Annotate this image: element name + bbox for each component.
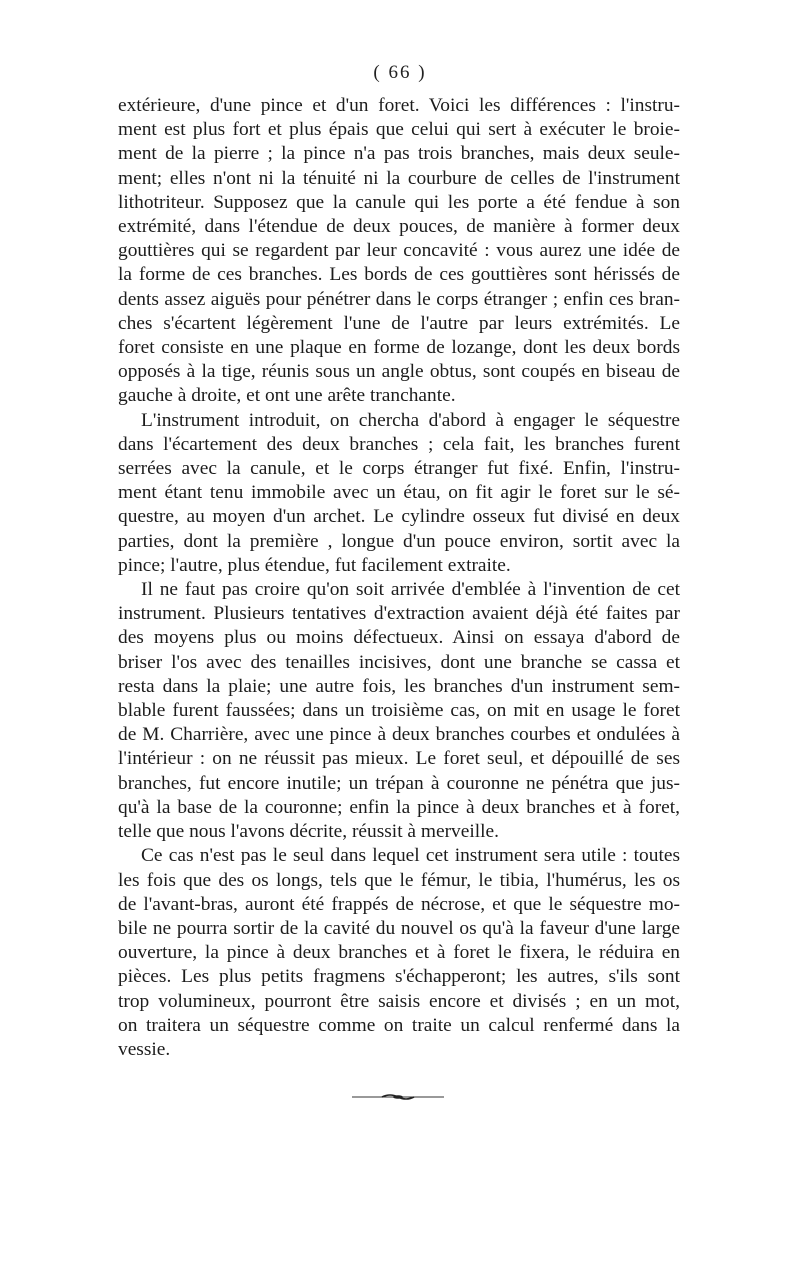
text-line: de l'avant-bras, auront été frappés de nécrose, et que le séquestre mo- xyxy=(118,893,680,915)
text-line: gouttières qui se regardent par leur concavité : vous aurez une idée de xyxy=(118,240,680,262)
text-line: foret consiste en une plaque en forme de lozange, dont les deux bords xyxy=(118,337,680,359)
text-line: serrées avec la canule, et le corps étranger fut fixé. Enfin, l'instru- xyxy=(118,458,680,480)
text-line: telle que nous l'avons décrite, réussit à merveille. xyxy=(118,821,499,843)
text-line: lithotriteur. Supposez que la canule qui les porte a été fendue à son xyxy=(118,191,680,213)
text-line: de M. Charrière, avec une pince à deux branches courbes et ondulées à xyxy=(118,724,680,746)
text-line: bile ne pourra sortir de la cavité du nouvel os qu'à la faveur d'une large xyxy=(118,917,680,939)
text-line: opposés à la tige, réunis sous un angle obtus, sont coupés en biseau de xyxy=(118,361,680,383)
text-line: ment de la pierre ; la pince n'a pas trois branches, mais deux seule- xyxy=(118,143,680,165)
text-line: pince; l'autre, plus étendue, fut facilement extraite. xyxy=(118,554,511,576)
text-line: pièces. Les plus petits fragmens s'échapperont; les autres, s'ils sont xyxy=(118,966,680,988)
text-line: la forme de ces branches. Les bords de ces gouttières sont hérissés de xyxy=(118,264,680,286)
text-line: des moyens plus ou moins défectueux. Ainsi on essaya d'abord de xyxy=(118,627,680,649)
text-line: Il ne faut pas croire qu'on soit arrivée d'emblée à l'invention de cet xyxy=(141,579,680,601)
paragraph xyxy=(118,578,680,844)
text-line: briser l'os avec des tenailles incisives, dont une branche se cassa et xyxy=(118,651,680,673)
text-line: instrument. Plusieurs tentatives d'extraction avaient déjà été faites par xyxy=(118,603,680,625)
text-line: dents assez aiguës pour pénétrer dans le corps étranger ; enfin ces bran- xyxy=(118,288,680,310)
text-line: branches, fut encore inutile; un trépan à couronne ne pénétra que jus- xyxy=(118,772,680,794)
end-ornament xyxy=(352,1093,444,1101)
text-line: blable furent faussées; dans un troisième cas, on mit en usage le foret xyxy=(118,700,680,722)
text-line: qu'à la base de la couronne; enfin la pince à deux branches et à foret, xyxy=(118,796,680,818)
paragraph xyxy=(118,94,680,409)
text-line: ment est plus fort et plus épais que celui qui sert à exécuter le broie- xyxy=(118,119,680,141)
text-line: Ce cas n'est pas le seul dans lequel cet instrument sera utile : toutes xyxy=(141,845,680,867)
text-line: extrémité, dans l'étendue de deux pouces, de manière à former deux xyxy=(118,216,680,238)
text-line: resta dans la plaie; une autre fois, les branches d'un instrument sem- xyxy=(118,675,680,697)
text-line: vessie. xyxy=(118,1038,171,1060)
text-line: L'instrument introduit, on chercha d'abord à engager le séquestre xyxy=(141,409,680,431)
text-line: dans l'écartement des deux branches ; cela fait, les branches furent xyxy=(118,433,680,455)
text-line: ment étant tenu immobile avec un étau, on fit agir le foret sur le sé- xyxy=(118,482,680,504)
body-text xyxy=(118,94,680,1062)
text-line: les fois que des os longs, tels que le fémur, le tibia, l'humérus, les os xyxy=(118,869,680,891)
paragraph xyxy=(118,844,680,1062)
text-line: l'intérieur : on ne réussit pas mieux. Le foret seul, et dépouillé de ses xyxy=(118,748,680,770)
paragraph xyxy=(118,409,680,578)
text-line: gauche à droite, et ont une arête tranchante. xyxy=(118,385,456,407)
page-number: ( 66 ) xyxy=(373,62,427,83)
text-line: ches s'écartent légèrement l'une de l'autre par leurs extrémités. Le xyxy=(118,312,680,334)
text-line: parties, dont la première , longue d'un pouce environ, sortit avec la xyxy=(118,530,680,552)
text-line: extérieure, d'une pince et d'un foret. Voici les différences : l'instru- xyxy=(118,95,680,116)
text-line: trop volumineux, pourront être saisis encore et divisés ; en un mot, xyxy=(118,990,680,1012)
text-line: ouverture, la pince à deux branches et à foret le fixera, le réduira en xyxy=(118,942,680,964)
text-line: ment; elles n'ont ni la ténuité ni la courbure de celles de l'instrument xyxy=(118,167,680,189)
text-line: questre, au moyen d'un archet. Le cylindre osseux fut divisé en deux xyxy=(118,506,680,528)
text-line: on traitera un séquestre comme on traite un calcul renfermé dans la xyxy=(118,1014,680,1036)
